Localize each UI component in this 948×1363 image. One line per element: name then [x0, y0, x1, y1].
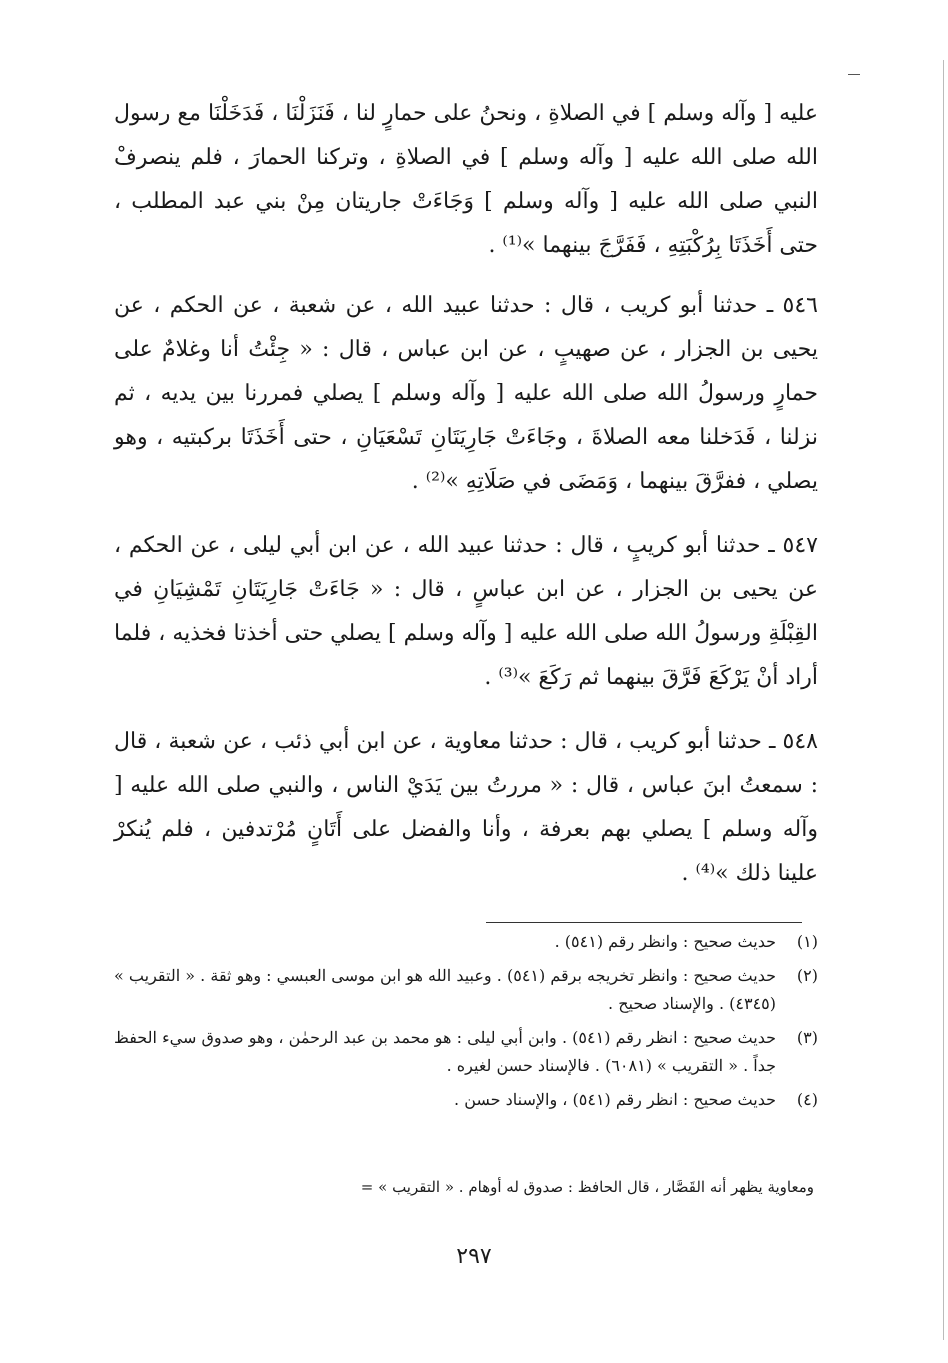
corner-mark	[848, 74, 860, 75]
footnote-1	[114, 928, 818, 956]
page-number: ٢٩٧	[456, 1244, 492, 1269]
hadith-547: ٥٤٧ ـ حدثنا أبو كريبٍ ، قال : حدثنا عبيد الله ، عن ابن أبي ليلى ، عن الحكم ، عن يحيى بن الجزار ، عن ابن عباسٍ ، قال : « جَاءَتْ جَارِيَتَانِ تَمْشِيَانِ في القِبْلَةِ ورسولُ الله صلى الله عليه [ وآله وسلم ] يصلي حتى أخذتا فخذيه ، فلما أراد أنْ يَرْكَعَ فَرَّقَ بينهما ثم رَكَعَ »⁽³⁾ .	[114, 533, 818, 690]
footnote-number: (٢)	[796, 966, 818, 985]
footnote-continuation: ومعاوية يظهر أنه القَصَّار ، قال الحافظ : صدوق له أوهام . « التقريب » =	[360, 1178, 814, 1196]
footnote-number: (٣)	[796, 1028, 818, 1047]
main-text	[114, 92, 818, 916]
footnotes	[114, 928, 818, 1120]
footnote-divider	[486, 922, 802, 923]
hadith-548: ٥٤٨ ـ حدثنا أبو كريب ، قال : حدثنا معاوية ، عن ابن أبي ذئب ، عن شعبة ، قال : سمعتُ ابنَ عباس ، قال : « مررتُ بين يَدَيْ الناس ، والنبي صلى الله عليه [ وآله وسلم ] يصلي بهم بعرفة ، وأنا والفضل على أَتَانٍ مُرْتدفين ، فلم يُنكرْ علينا ذلك »⁽⁴⁾ .	[114, 729, 818, 886]
footnote-2	[114, 962, 818, 1018]
footnote-3	[114, 1024, 818, 1080]
footnote-text: حديث صحيح : وانظر رقم (٥٤١) .	[554, 932, 776, 951]
hadith-546: ٥٤٦ ـ حدثنا أبو كريب ، قال : حدثنا عبيد الله ، عن شعبة ، عن الحكم ، عن يحيى بن الجزار ، عن صهيبٍ ، عن ابن عباس ، قال : « جِئْتُ أنا وغلامٌ على حمارٍ ورسولُ الله صلى الله عليه [ وآله وسلم ] يصلي فمررنا بين يديه ، ثم نزلنا ، فَدَخلنا معه الصلاةَ ، وجَاءَتْ جَارِيَتَانِ تَسْعَيَانِ ، حتى أَخَذَتَا بركبتيه ، وهو يصلي ، ففرَّقَ بينهما ، وَمَضَى في صَلَاتِهِ »⁽²⁾ .	[114, 293, 819, 494]
footnote-text: حديث صحيح : وانظر تخريجه برقم (٥٤١) . وعبيد الله هو ابن موسى العبسي : وهو ثقة . « التقريب » (٤٣٤٥) . والإسناد صحيح .	[114, 966, 777, 1013]
continuation-paragraph: عليه [ وآله وسلم ] في الصلاةِ ، ونحنُ على حمارٍ لنا ، فَنَزَلْنَا ، فَدَخَلْنَا مع رسول الله صلى الله عليه [ وآله وسلم ] في الصلاةِ ، وتركنا الحمارَ ، فلم ينصرفْ النبي صلى الله عليه [ وآله وسلم ] وَجَاءَتْ جاريتان مِنْ بني عبد المطلب ، حتى أَخَذَتَا بِرُكْبَتِهِ ، فَفَرَّجَ بينهما »⁽¹⁾ .	[114, 101, 818, 258]
page-edge-line	[943, 60, 944, 1340]
footnote-4	[114, 1086, 818, 1114]
footnote-number: (٤)	[796, 1090, 818, 1109]
footnote-text: حديث صحيح : انظر رقم (٥٤١) . وابن أبي ليلى : هو محمد بن عبد الرحمٰن ، وهو صدوق سيء الحفظ جداً . « التقريب » (٦٠٨١) . فالإسناد حسن لغيره .	[114, 1028, 776, 1075]
footnote-number: (١)	[796, 932, 818, 951]
footnote-text: حديث صحيح : انظر رقم (٥٤١) ، والإسناد حسن .	[454, 1090, 776, 1109]
